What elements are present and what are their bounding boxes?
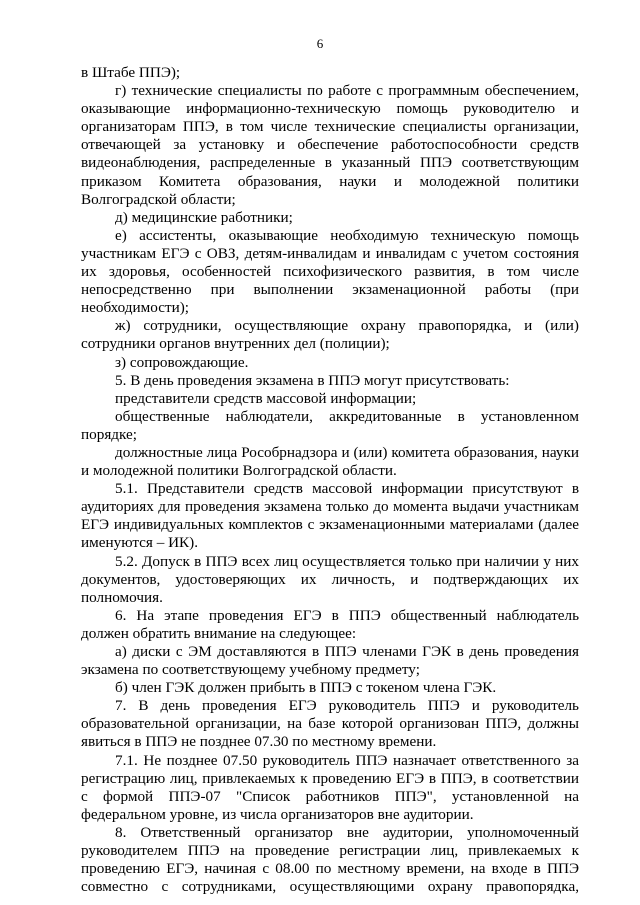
paragraph: 5.1. Представители средств массовой информации присутствуют в аудиториях для проведения экзамена только до момента выдачи участникам ЕГЭ индивидуальных комплектов с экзаменационными материалами (далее именуются – ИК). (81, 480, 579, 552)
paragraph: ж) сотрудники, осуществляющие охрану правопорядка, и (или) сотрудники органов внутренних дел (полиции); (81, 317, 579, 353)
paragraph: в Штабе ППЭ); (81, 64, 181, 81)
paragraph: 5. В день проведения экзамена в ППЭ могут присутствовать: (115, 371, 510, 389)
paragraph: 5.2. Допуск в ППЭ всех лиц осуществляется только при наличии у них документов, удостоверяющих их личность, и подтверждающих их полномочия. (81, 552, 579, 606)
paragraph: 7. В день проведения ЕГЭ руководитель ППЭ и руководитель образовательной организации, на базе которой организован ППЭ, должны явиться в ППЭ не позднее 07.30 по местному времени. (81, 697, 579, 751)
paragraph: 7.1. Не позднее 07.50 руководитель ППЭ назначает ответственного за регистрацию лиц, привлекаемых к проведению ЕГЭ в ППЭ, в соответствии с формой ППЭ-07 "Список работников ППЭ", установленной на федеральном уровне, из числа организаторов вне аудитории. (81, 751, 579, 823)
paragraph: 8. Ответственный организатор вне аудитории, уполномоченный руководителем ППЭ на проведение регистрации лиц, привлекаемых к проведению ЕГЭ, начиная с 08.00 по местному времени, на входе в ППЭ совместно с сотрудниками, осуществляющими охрану правопорядка, (81, 823, 579, 896)
paragraph: д) медицинские работники; (115, 208, 293, 226)
document-body (81, 64, 579, 896)
paragraph: г) технические специалисты по работе с программным обеспечением, оказывающие информационно-техническую помощь руководителю и организаторам ППЭ, в том числе технические специалисты организации, отвечающей за установку и обеспечение работоспособности средств видеонаблюдения, распределенные в указанный ППЭ соответствующим приказом Комитета образования, науки и молодежной политики Волгоградской области; (81, 82, 579, 208)
paragraph: а) диски с ЭМ доставляются в ППЭ членами ГЭК в день проведения экзамена по соответствующему учебному предмету; (81, 643, 579, 679)
paragraph: должностные лица Рособрнадзора и (или) комитета образования, науки и молодежной политики Волгоградской области. (81, 443, 579, 480)
paragraph: общественные наблюдатели, аккредитованные в установленном порядке; (81, 407, 579, 443)
paragraph: б) член ГЭК должен прибыть в ППЭ с токеном члена ГЭК. (115, 679, 497, 697)
paragraph: з) сопровождающие. (115, 353, 249, 371)
page-number: 6 (316, 36, 324, 51)
paragraph: 6. На этапе проведения ЕГЭ в ППЭ общественный наблюдатель должен обратить внимание на следующее: (81, 606, 579, 642)
paragraph: е) ассистенты, оказывающие необходимую техническую помощь участникам ЕГЭ с ОВЗ, детям-инвалидам и инвалидам с учетом состояния их здоровья, особенностей психофизического развития, в том числе непосредственно при выполнении экзаменационной работы (при необходимости); (81, 226, 579, 317)
paragraph: представители средств массовой информации; (115, 389, 417, 407)
